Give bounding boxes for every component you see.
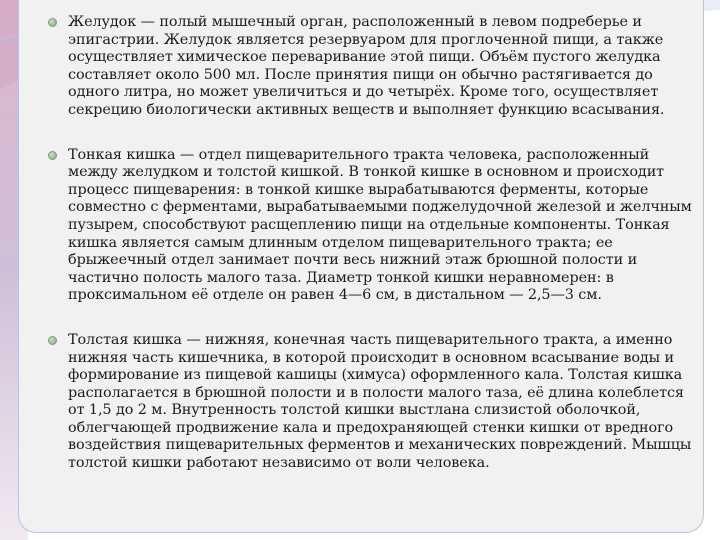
paragraph-text: Тонкая кишка — отдел пищеварительного тракта человека, расположенный между желудком и толстой кишкой. В тонкой кишке в основном и происходит процесс пищеварения: в тонкой кишке вырабатываются ферменты, которые совместно с ферментами, вырабатываемыми поджелудочной железой и желчным пузырем, способствуют расщеплению пищи на отдельные компоненты. Тонкая кишка является самым длинным отделом пищеварительного тракта; ее брыжеечный отдел занимает почти весь нижний этаж брюшной полости и частично полость малого таза. Диаметр тонкой кишки неравномерен: в проксимальном её отделе он равен 4—6 см, в дистальном — 2,5—3 см. [68,146,692,304]
bullet-icon [48,336,57,345]
bullet-item-stomach [44,14,692,120]
bullet-item-large-intestine [44,332,692,473]
bullet-icon [48,151,57,160]
paragraph-text: Желудок — полый мышечный орган, расположенный в левом подреберье и эпигастрии. Желудок является резервуаром для проглоченной пищи, а также осуществляет химическое переваривание этой пищи. Объём пустого желудка составляет около 500 мл. После принятия пищи он обычно растягивается до одного литра, но может увеличиться и до четырёх. Кроме того, осуществляет секрецию биологически активных веществ и выполняет функцию всасывания. [68,14,665,118]
bullet-item-small-intestine [44,147,692,305]
bullet-icon [48,18,57,27]
bullet-list [44,14,692,473]
paragraph-text: Толстая кишка — нижняя, конечная часть пищеварительного тракта, а именно нижняя часть кишечника, в которой происходит в основном всасывание воды и формирование из пищевой кашицы (химуса) оформленного кала. Толстая кишка располагается в брюшной полости и в полости малого таза, её длина колеблется от 1,5 до 2 м. Внутренность толстой кишки выстлана слизистой оболочкой, облегчающей продвижение кала и предохраняющей стенки кишки от вредного воздействия пищеварительных ферментов и механических повреждений. Мышцы толстой кишки работают независимо от воли человека. [68,331,692,472]
